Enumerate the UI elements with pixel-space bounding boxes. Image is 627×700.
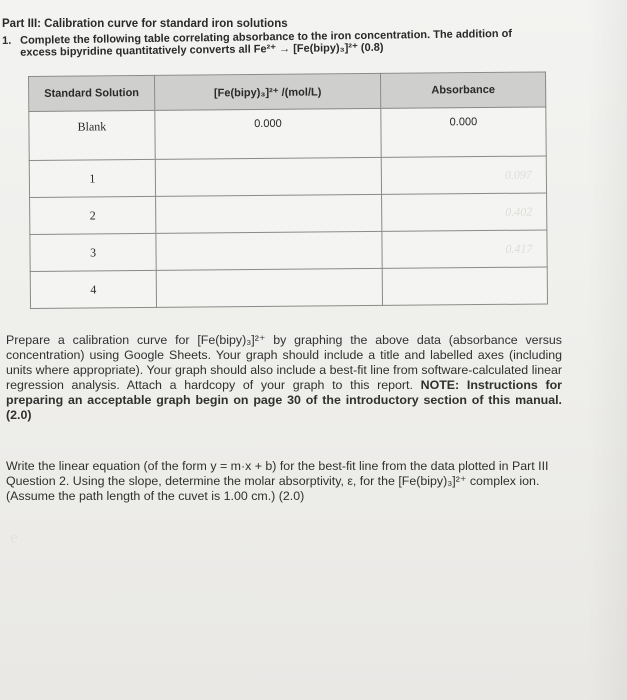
header-absorbance: Absorbance xyxy=(380,72,545,108)
cell-standard: 3 xyxy=(30,233,156,271)
cell-standard: 2 xyxy=(30,196,156,234)
cell-absorbance-faint: 0.097 xyxy=(381,156,546,194)
cell-absorbance-faint: 0.402 xyxy=(382,193,547,231)
question-3 xyxy=(6,459,562,504)
table-header-row xyxy=(29,72,546,112)
cell-standard: Blank xyxy=(29,110,155,160)
cell-concentration xyxy=(156,194,382,233)
question-2-note: NOTE: Instructions for preparing an acceptable graph begin on page 30 of the introductory section of this manual. (2.0) xyxy=(6,378,562,422)
section-heading: Part III: Calibration curve for standard iron solutions xyxy=(2,18,288,30)
question-3-text: Write the linear equation (of the form y = m·x + b) for the best-fit line from the data plotted in Part III Question 2. Using the slope, determine the molar absorptivity, ε, for the [Fe(bipy)₃]²⁺ complex ion. (Assume the path length of the cuvet is 1.00 cm.) (2.0) xyxy=(6,459,549,503)
cell-concentration xyxy=(156,268,382,307)
faint-pencil-mark: e xyxy=(10,527,18,547)
cell-standard: 4 xyxy=(30,270,156,308)
table-row xyxy=(30,193,547,235)
table-row xyxy=(30,230,547,272)
cell-standard: 1 xyxy=(29,159,155,197)
table-row xyxy=(29,107,546,161)
cell-concentration: 0.000 xyxy=(155,108,381,159)
cell-absorbance xyxy=(382,267,547,305)
question-1-line-1: Complete the following table correlating absorbance to the iron concentration. The addition of xyxy=(19,27,513,47)
calibration-table xyxy=(28,71,548,309)
cell-concentration xyxy=(155,157,381,196)
page-shadow xyxy=(587,0,627,700)
header-standard-solution: Standard Solution xyxy=(29,75,155,111)
question-1 xyxy=(2,27,592,59)
question-2 xyxy=(6,333,562,423)
table-row xyxy=(29,156,546,198)
question-1-line-2: excess bipyridine quantitatively converts all Fe²⁺ → [Fe(bipy)₃]²⁺ (0.8) xyxy=(20,41,384,59)
header-concentration: [Fe(bipy)₃]²⁺ /(mol/L) xyxy=(154,73,380,110)
table-row xyxy=(30,267,547,309)
cell-absorbance-faint: 0.417 xyxy=(382,230,547,268)
question-2-text: Prepare a calibration curve for [Fe(bipy)₃]²⁺ by graphing the above data (absorbance versus concentration) using Google Sheets. Your graph should include a title and labelled axes (including units where appropriate). Your graph should also include a best-fit line from software-calculated linear regression analysis. Attach a hardcopy of your graph to this report. xyxy=(6,333,562,392)
question-1-number: 1. xyxy=(2,34,12,47)
cell-concentration xyxy=(156,231,382,270)
cell-absorbance: 0.000 xyxy=(381,107,546,157)
